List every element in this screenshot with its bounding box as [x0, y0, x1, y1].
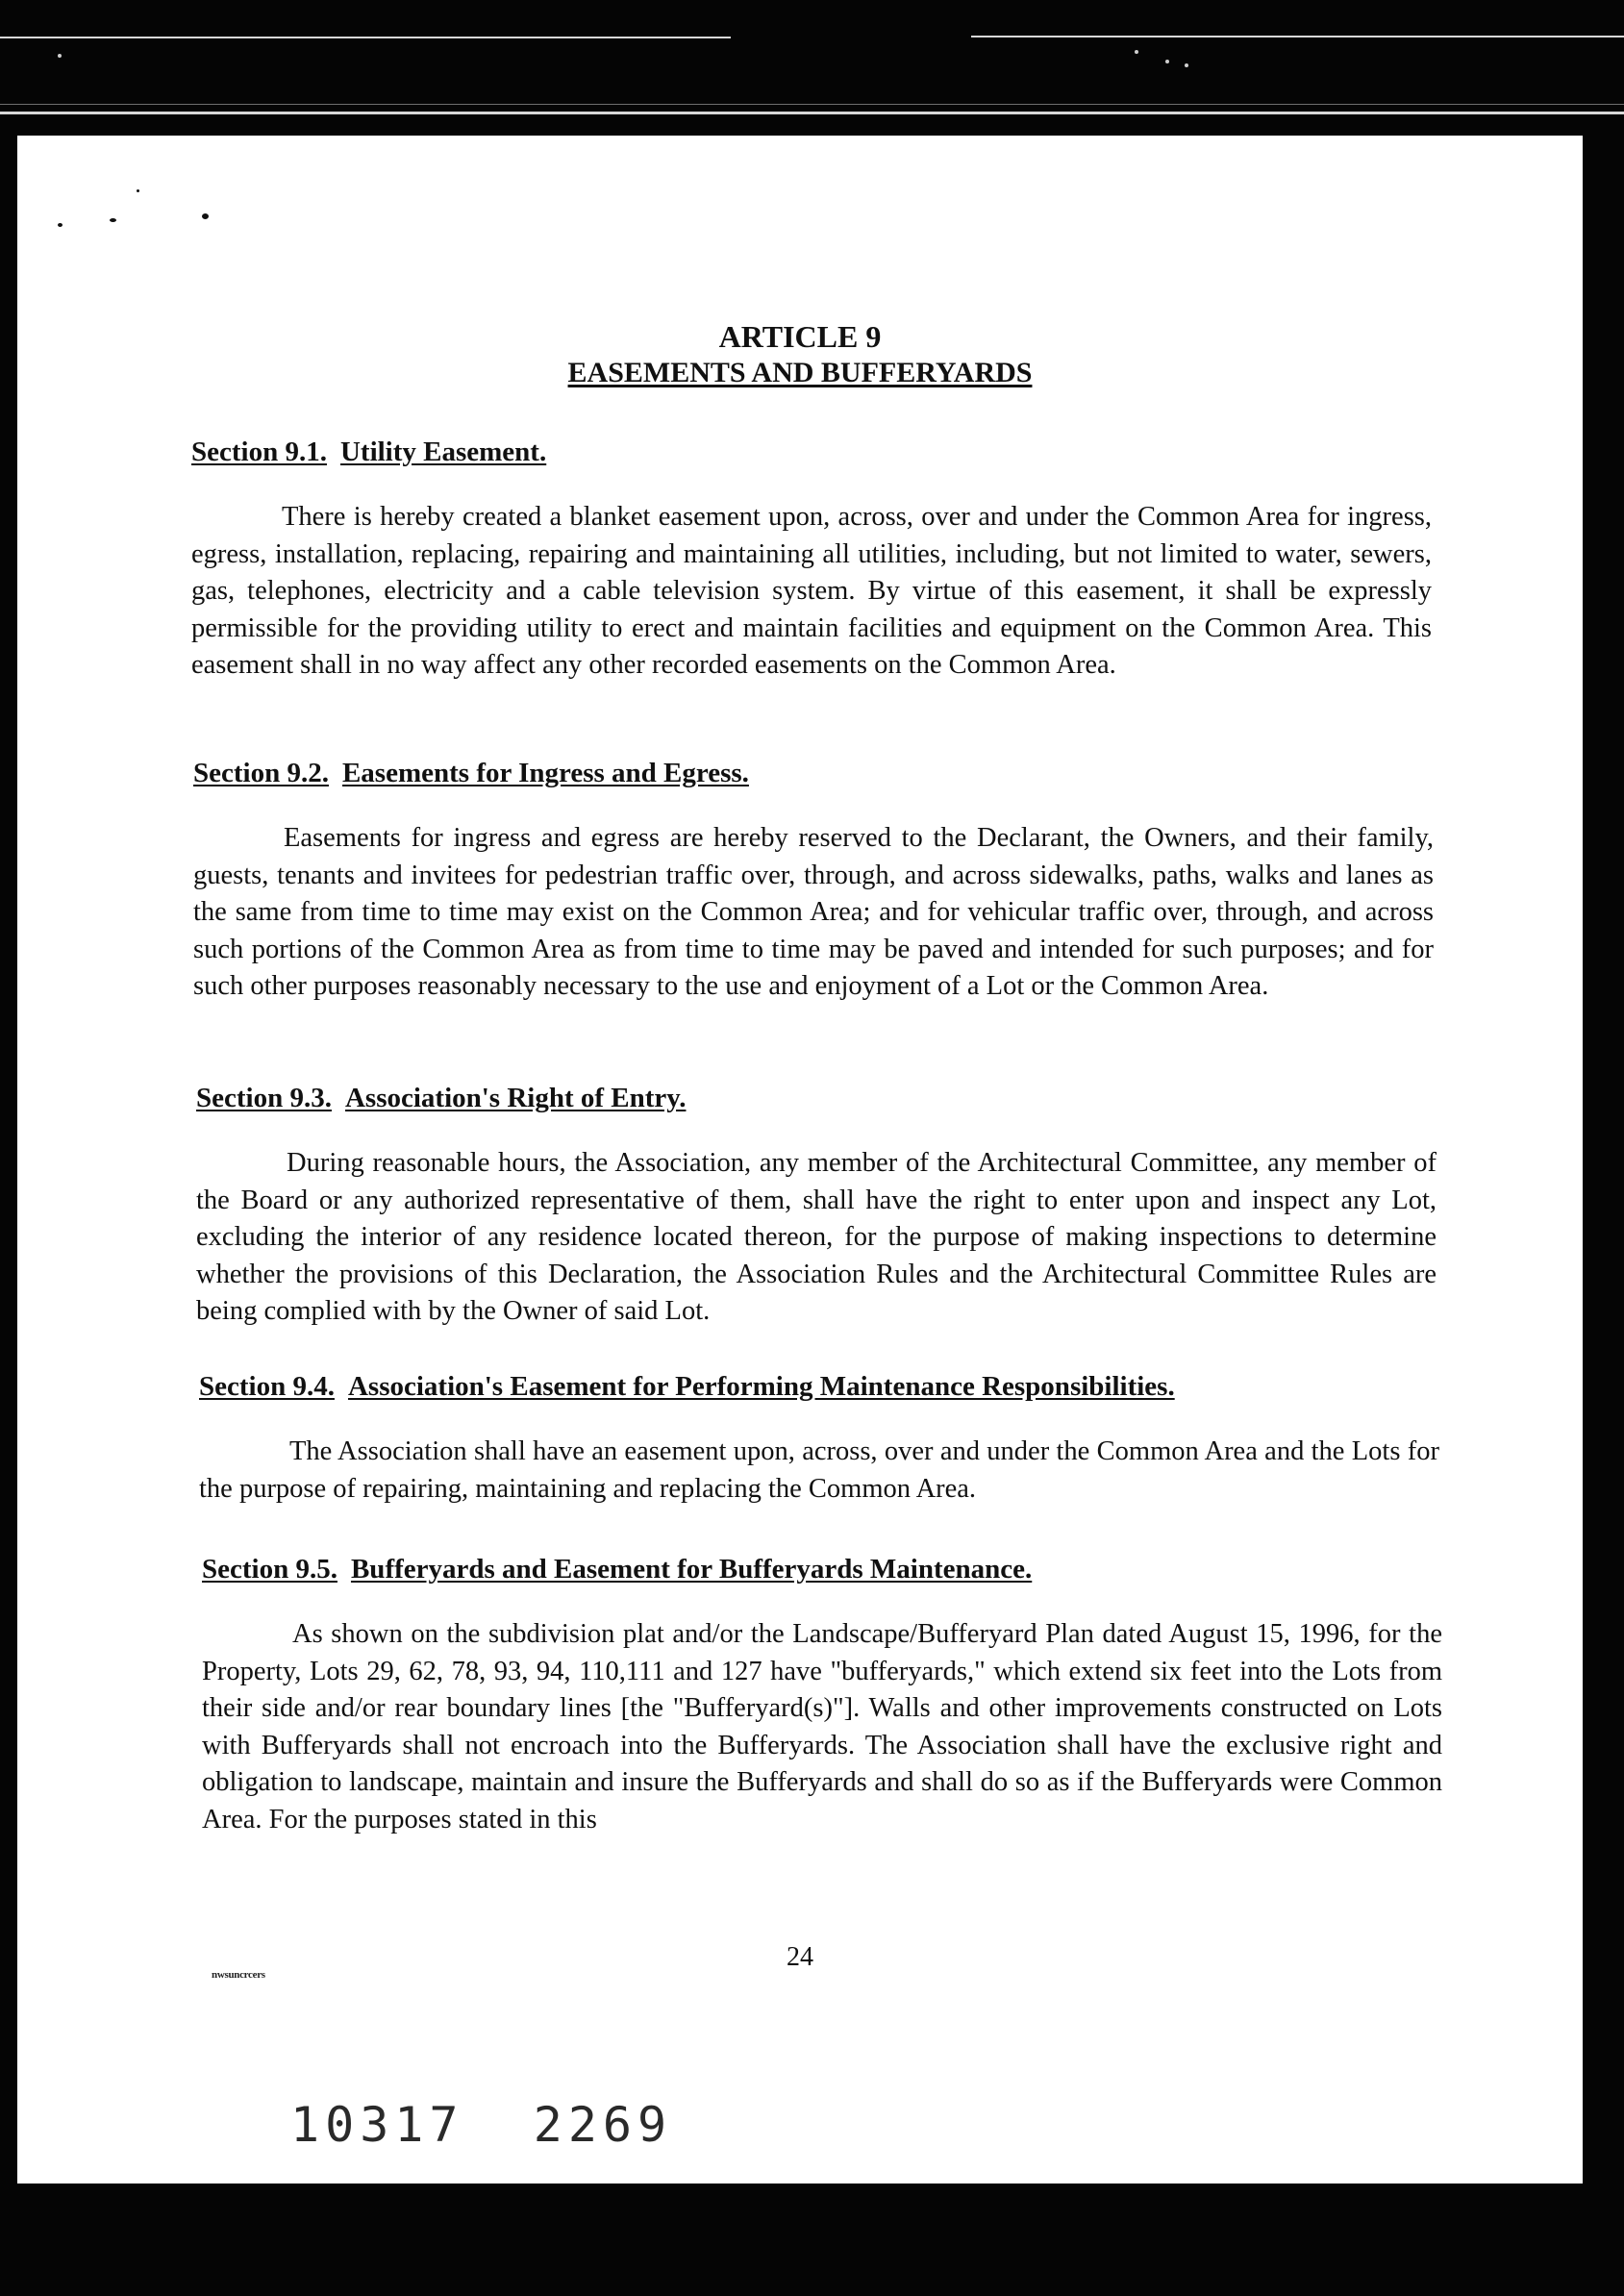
document-page: [17, 136, 1583, 2184]
scan-artifact-dot: [1135, 50, 1138, 54]
document-code: nwsuncrcers: [212, 1969, 265, 1981]
section-heading: [199, 1368, 1439, 1405]
section-body: As shown on the subdivision plat and/or the Landscape/Bufferyard Plan dated August 15, 1996, for the Property, Lots 29, 62, 78, 93, 94, 110,111 and 127 have "bufferyards," which extend six feet into the Lots from their side and/or rear boundary lines [the "Bufferyard(s)"]. Walls and other improvements constructed on Lots with Bufferyards shall not encroach into the Bufferyards. The Association shall have the exclusive right and obligation to landscape, maintain and insure the Bufferyards and shall do so as if the Bufferyards were Common Area. For the purposes stated in this: [202, 1619, 1442, 1834]
scan-speck: [58, 223, 62, 227]
section-title: Easements for Ingress and Egress.: [341, 758, 749, 788]
scan-artifact-line: [0, 112, 1624, 114]
section-heading: [196, 1080, 1437, 1116]
article-title: EASEMENTS AND BUFFERYARDS: [567, 357, 1033, 388]
section-9-3: [196, 1080, 1437, 1331]
page-number: 24: [787, 1942, 813, 1972]
section-body: Easements for ingress and egress are hereby reserved to the Declarant, the Owners, and their family, guests, tenants and invitees for pedestrian traffic over, through, and across sidewalks, paths, walks and lanes as the same from time to time may exist on the Common Area; and for vehicular traffic over, through, and across such portions of the Common Area as from time to time may be paved and intended for such purposes; and for such other purposes reasonably necessary to the use and enjoyment of a Lot or the Common Area.: [193, 823, 1434, 1001]
scan-artifact-dot: [58, 54, 62, 58]
section-title: Utility Easement.: [339, 437, 547, 467]
section-body: The Association shall have an easement upon, across, over and under the Common Area and the Lots for the purpose of repairing, maintaining and replacing the Common Area.: [199, 1436, 1439, 1504]
section-title: Bufferyards and Easement for Bufferyards Maintenance.: [350, 1554, 1033, 1585]
section-title: Association's Easement for Performing Maintenance Responsibilities.: [347, 1371, 1175, 1402]
section-title: Association's Right of Entry.: [344, 1083, 687, 1113]
scan-artifact-line: [971, 36, 1624, 37]
section-heading: [193, 755, 1434, 791]
recording-stamp: 10317 2269: [290, 2097, 673, 2153]
section-9-1: [191, 434, 1432, 685]
section-body: During reasonable hours, the Association, any member of the Architectural Committee, any member of the Board or any authorized representative of them, shall have the right to enter upon and inspect any Lot, excluding the interior of any residence located thereon, for the purpose of making inspections to determine whether the provisions of this Declaration, the Association Rules and the Architectural Committee Rules are being complied with by the Owner of said Lot.: [196, 1148, 1437, 1326]
section-9-4: [199, 1368, 1439, 1508]
section-number: Section 9.2.: [193, 758, 329, 788]
scan-speck: [137, 189, 139, 192]
section-number: Section 9.4.: [199, 1371, 335, 1402]
article-heading: [17, 318, 1583, 391]
scan-artifact-dot: [1165, 60, 1169, 63]
section-9-2: [193, 755, 1434, 1006]
scan-speck: [110, 218, 116, 222]
scan-speck: [202, 213, 209, 219]
section-9-5: [202, 1551, 1442, 1838]
scan-artifact-dot: [1185, 63, 1188, 67]
section-heading: [202, 1551, 1442, 1587]
section-heading: [191, 434, 1432, 470]
scan-artifact-line: [0, 37, 731, 38]
section-number: Section 9.5.: [202, 1554, 337, 1585]
section-number: Section 9.1.: [191, 437, 327, 467]
article-number: ARTICLE 9: [718, 319, 882, 354]
section-number: Section 9.3.: [196, 1083, 332, 1113]
scan-artifact-line: [0, 104, 1624, 105]
section-body: There is hereby created a blanket easement upon, across, over and under the Common Area for ingress, egress, installation, replacing, repairing and maintaining all utilities, including, but not limited to water, sewers, gas, telephones, electricity and a cable television system. By virtue of this easement, it shall be expressly permissible for the providing utility to erect and maintain facilities and equipment on the Common Area. This easement shall in no way affect any other recorded easements on the Common Area.: [191, 502, 1432, 680]
